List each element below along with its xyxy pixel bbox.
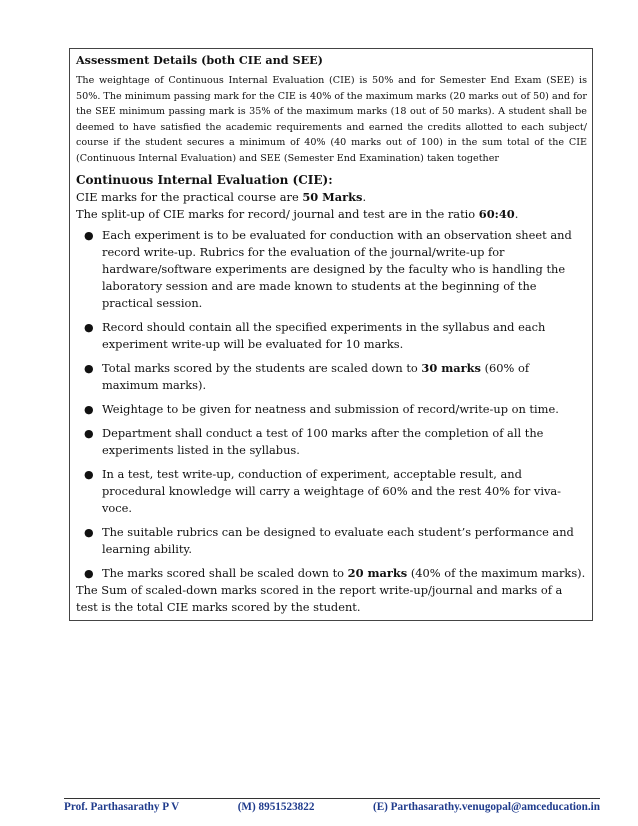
cie-heading: Continuous Internal Evaluation (CIE):	[76, 172, 333, 187]
bullet-icon: ●	[84, 467, 94, 481]
list-item: ● Total marks scored by the students are scaled down to 30 marks (60% of maximum marks).	[84, 360, 530, 392]
list-item: ● In a test, test write-up, conduction of experiment, acceptable result, and procedural knowledge will carry a weightage of 60% and the rest 40% for viva-voce.	[84, 466, 562, 515]
bullet-icon: ●	[84, 320, 94, 334]
list-item: ● Each experiment is to be evaluated for conduction with an observation sheet and record write-up. Rubrics for the evaluation of the journal/write-up for hardware/software experiments are designed by the faculty who is handling the laboratory session and are made known to students at the beginning of the practical session.	[84, 227, 572, 310]
cie-bullet-list	[76, 227, 587, 582]
bullet-icon: ●	[84, 228, 94, 242]
footer-name: Prof. Parthasarathy P V	[64, 801, 180, 813]
list-item: ● The suitable rubrics can be designed to evaluate each student’s performance and learning ability.	[84, 524, 574, 556]
footer-email: (E) Parthasarathy.venugopal@amceducation.in	[372, 801, 600, 813]
list-item: ● The marks scored shall be scaled down to 20 marks (40% of the maximum marks).	[84, 565, 586, 580]
cie-marks-line: CIE marks for the practical course are 50 Marks.	[76, 189, 367, 204]
list-item: ● Department shall conduct a test of 100 marks after the completion of all the experiments listed in the syllabus.	[84, 425, 544, 457]
bullet-icon: ●	[84, 525, 94, 539]
assessment-details-box	[69, 48, 593, 621]
bullet-icon: ●	[84, 402, 94, 416]
bullet-icon: ●	[84, 426, 94, 440]
bullet-icon: ●	[84, 566, 94, 580]
footer-mobile: (M) 8951523822	[237, 801, 315, 813]
assessment-intro: The weightage of Continuous Internal Evaluation (CIE) is 50% and for Semester End Exam (SEE) is 50%. The minimum passing mark for the CIE is 40% of the maximum marks (20 marks out of 50) and for the SEE minimum passing mark is 35% of the maximum marks (18 out of 50 marks). A student shall be deemed to have satisfied the academic requirements and earned the credits allotted to each subject/ course if the student secures a minimum of 40% (40 marks out of 100) in the sum total of the CIE (Continuous Internal Evaluation) and SEE (Semester End Examination) taken together	[76, 75, 587, 164]
bullet-icon: ●	[84, 361, 94, 375]
list-item: ● Record should contain all the specified experiments in the syllabus and each experiment write-up will be evaluated for 10 marks.	[84, 319, 546, 351]
cie-closing-text: The Sum of scaled-down marks scored in the report write-up/journal and marks of a test is the total CIE marks scored by the student.	[76, 582, 563, 614]
cie-split-line: The split-up of CIE marks for record/ journal and test are in the ratio 60:40.	[76, 206, 519, 221]
list-item: ● Weightage to be given for neatness and submission of record/write-up on time.	[84, 401, 559, 416]
assessment-title: Assessment Details (both CIE and SEE)	[76, 53, 323, 67]
page-footer	[64, 798, 600, 813]
